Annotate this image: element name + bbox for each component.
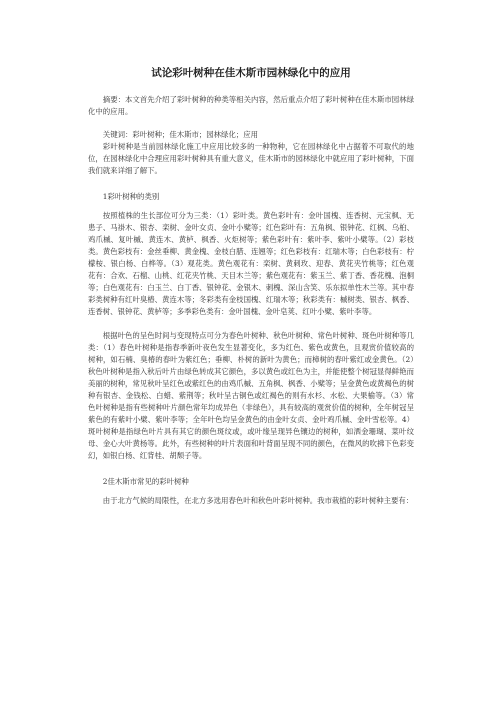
- section-2-heading: 2佳木斯市常见的彩叶树种: [102, 476, 189, 486]
- intro-paragraph: 彩叶树种是当前园林绿化施工中应用比较多的一种物种，它在园林绿化中占据着不可取代的地位，在园林绿化中合理应用彩叶树种具有重大意义，佳木斯市的园林绿化中就应用了彩叶树种，下面我们就来详细了解下。: [88, 142, 414, 176]
- keywords: 关键词：彩叶树种；佳木斯市；园林绿化；应用: [102, 130, 259, 140]
- section-1-heading: 1彩叶树种的类别: [102, 191, 160, 201]
- article-title: 试论彩叶树种在佳木斯市园林绿化中的应用: [151, 67, 351, 79]
- section-1-paragraph-1: 按照植株的生长部位可分为三类：（1）彩叶类。黄色彩叶有：金叶国槐、连香树、元宝枫、无患子、马褂木、银杏、栾树、金叶女贞、金叶小檗等；红色彩叶有：五角枫、银钟花、红枫、乌桕、鸡爪槭、复叶槭、黄连木、黄栌、枫香、火炬树等；紫色彩叶有：紫叶李、紫叶小檗等。（2）彩枝类。黄色彩枝有：金丝垂柳、黄金槐、金枝白腊、连翘等；红色彩枝有：红瑞木等；白色彩枝有：柠檬桉、银白杨、白桦等。（3）观花类。黄色观花有：栾树、黄刺玫、迎春、黄花夹竹桃等；红色观花有：合欢、石榴、山桃、红花夹竹桃、天目木兰等；紫色观花有：紫玉兰、紫丁香、香花槐、泡桐等；白色观花有：白玉兰、白丁香、银钟花、金银木、刺槐、深山含笑、乐东拟单性木兰等。其中春彩类树种有红叶臭椿、黄连木等；冬彩类有金枝国槐、红瑞木等；秋彩类有：槭树类、银杏、枫香、连香树、银钟花、黄栌等；多季彩色类有：金叶国槐、金叶皂荚、红叶小檗、紫叶李等。: [88, 210, 414, 317]
- abstract: 摘要：本文首先介绍了彩叶树种的种类等相关内容，然后重点介绍了彩叶树种在佳木斯市园林绿化中的应用。: [88, 95, 414, 117]
- section-1-paragraph-2: 根据叶色的呈色时间与变现特点可分为春色叶树种、秋色叶树种、常色叶树种、斑色叶树种等几类：（1）春色叶树种是指春季新叶夜色发生显著变化，多为红色、紫色或黄色，且观赏价值较高的树种，如石楠、臭椿的春叶为紫红色；垂柳、朴树的新叶为黄色；而樟树的春叶紫红或金黄色。（2）秋色叶树种是指入秋后叶片由绿色转成其它颜色，多以黄色或红色为主，并能使整个树冠显得鲜艳而美丽的树种，常见秋叶呈红色或紫红色的由鸡爪槭、五角枫、枫香、小檗等；呈金黄色或黄褐色的树种有银杏、金钱松、白蜡、紫荆等；秋叶呈古铜色或红褐色的则有水杉、水松、大果榆等。（3）常色叶树种是指有些树种叶片颜色常年均成异色（非绿色），具有较高的观赏价值的树种，全年树冠呈紫色的有紫叶小檗、紫叶李等；全年叶色均呈金黄色的由金叶女贞、金叶鸡爪槭、金叶雪松等。4）斑叶树种是指绿色叶片具有其它的颜色斑纹或，或叶缘呈现异色镶边的树种，如洒金珊瑚、菜叶纹母、金心大叶黄杨等。此外，有些树种的叶片表面和叶背面呈现不同的颜色，在微风的吹拂下色彩变幻，如银白杨、红背桂、胡颓子等。: [88, 330, 414, 461]
- section-2-paragraph-1: 由于北方气候的局限性，在北方多选用春色叶和秋色叶彩叶树种。我市栽植的彩叶树种主要有：: [102, 495, 414, 505]
